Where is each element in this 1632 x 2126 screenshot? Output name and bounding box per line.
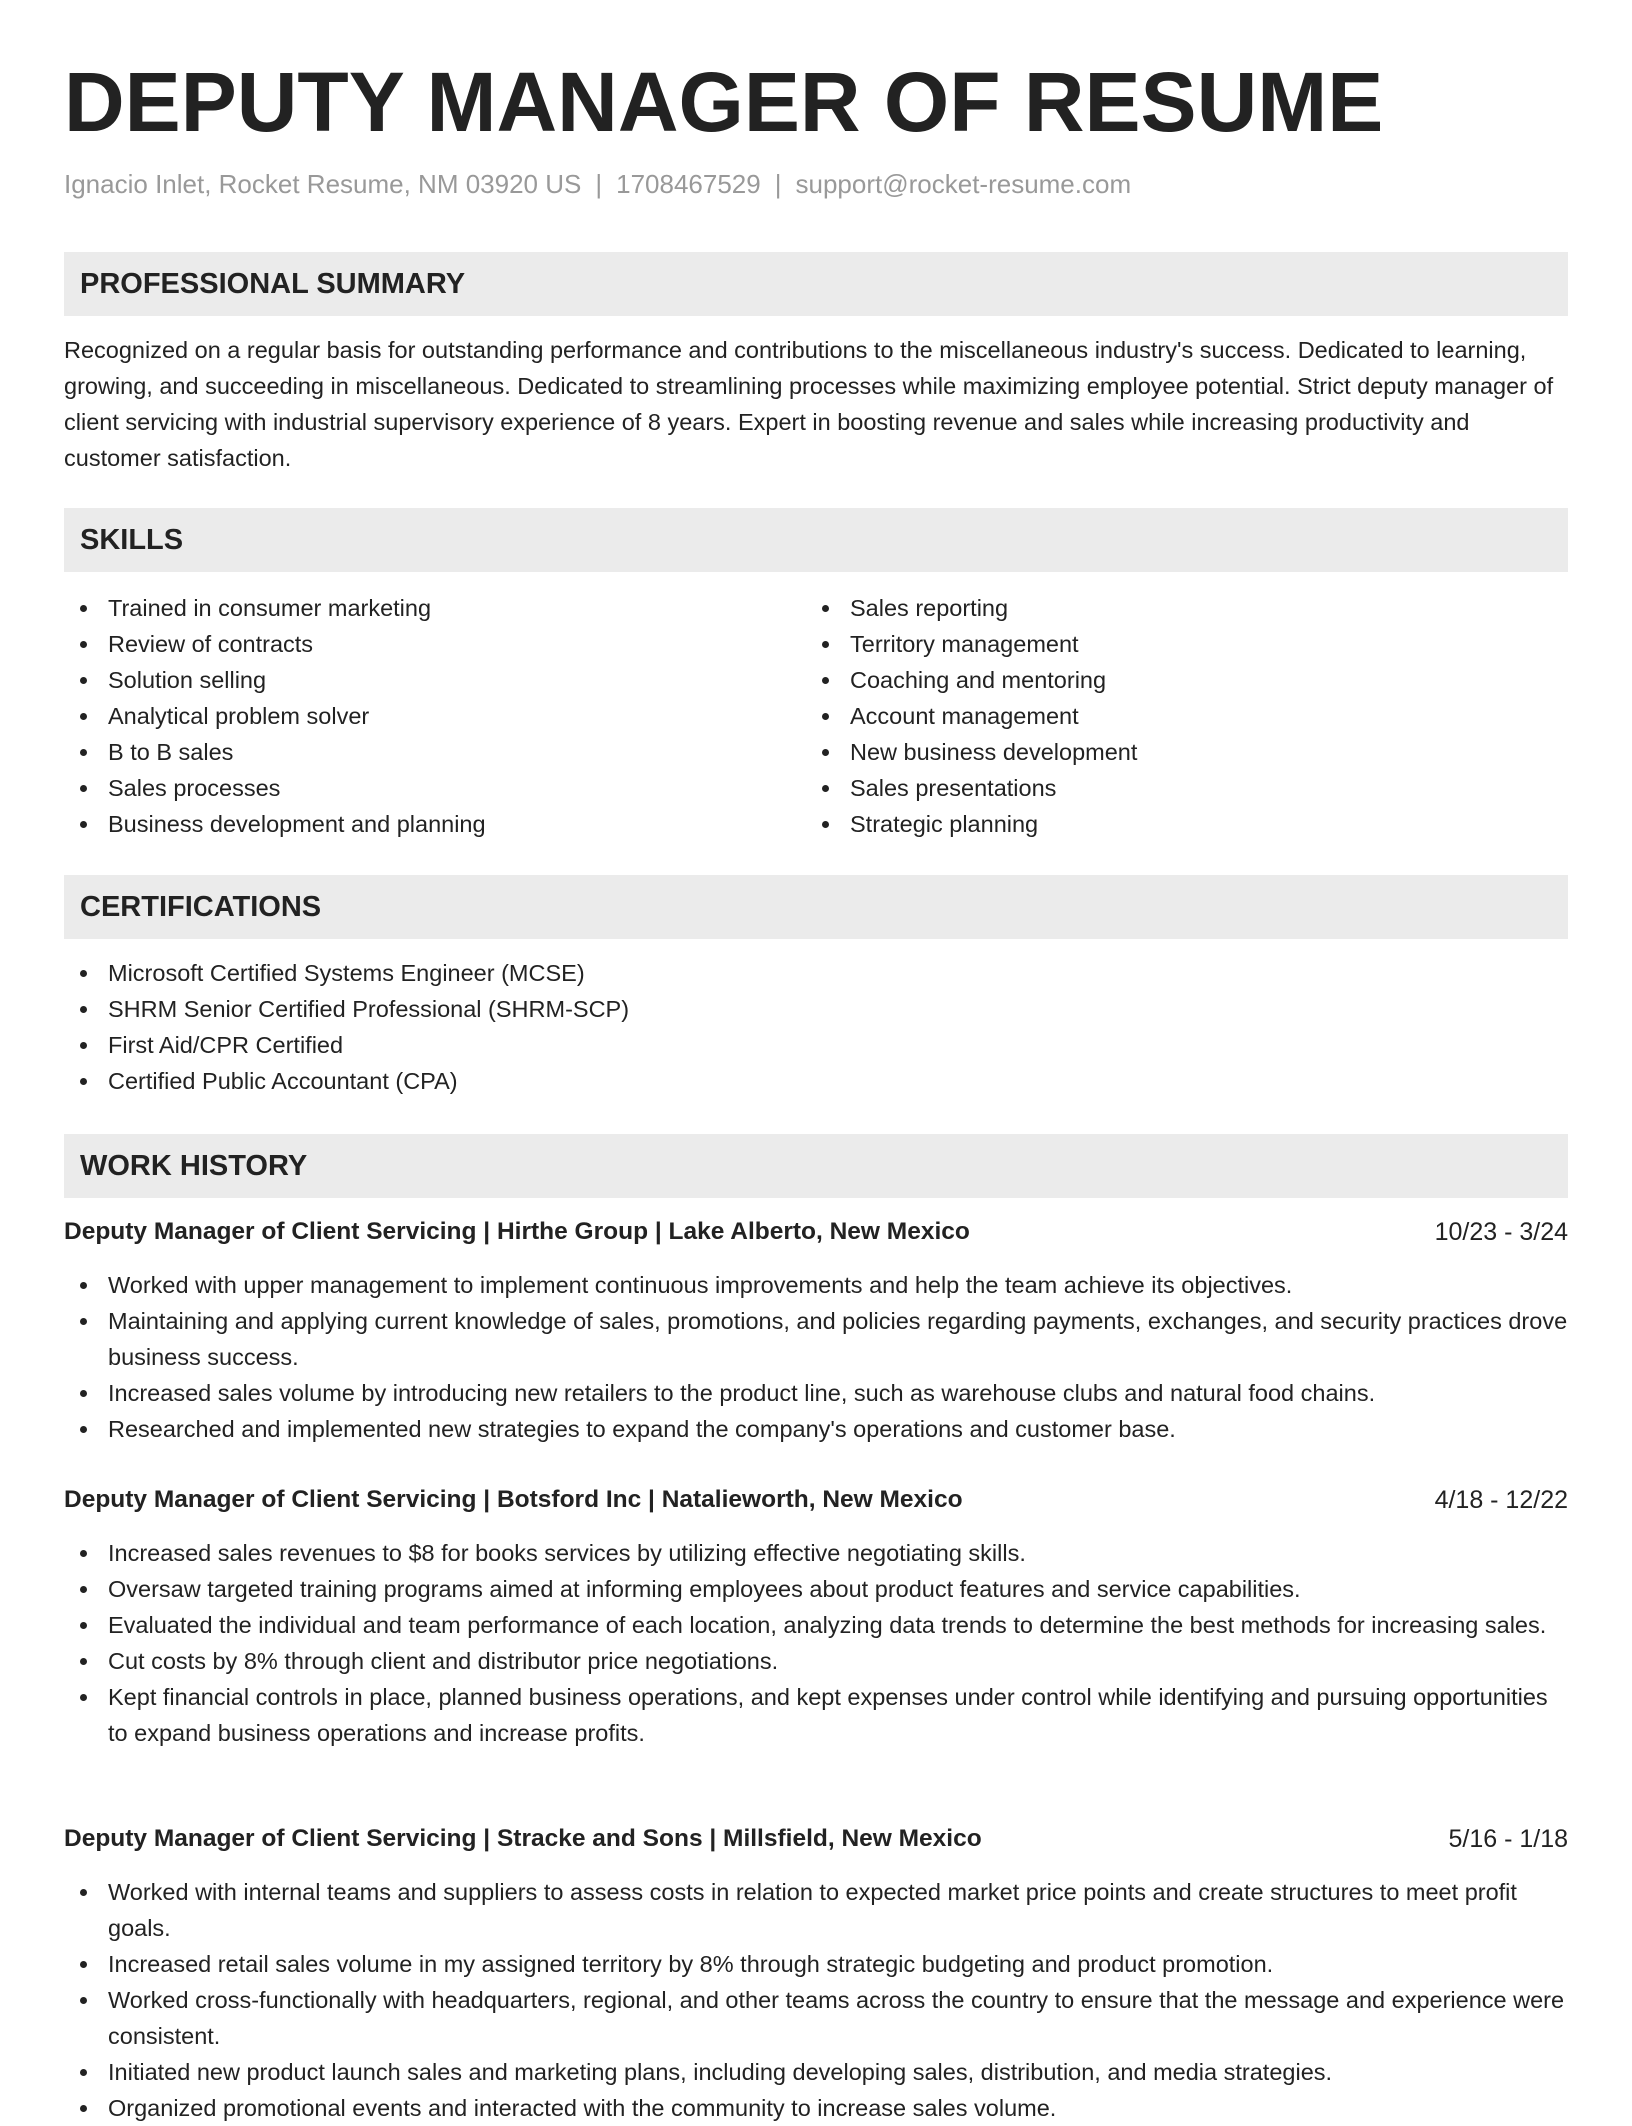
job-bullet: Initiated new product launch sales and marketing plans, including developing sales, distribution, and media strategies. (64, 2054, 1568, 2090)
skill-item: Analytical problem solver (64, 698, 804, 734)
skill-item: Territory management (806, 626, 1546, 662)
skills-list-left (64, 590, 804, 842)
resume-name: DEPUTY MANAGER OF RESUME (64, 55, 1384, 149)
job-bullet: Worked with upper management to implement continuous improvements and help the team achieve its objectives. (64, 1267, 1568, 1303)
job-bullets (64, 1874, 1568, 2126)
job-bullet: Evaluated the individual and team performance of each location, analyzing data trends to determine the best methods for increasing sales. (64, 1607, 1568, 1643)
job-title: Deputy Manager of Client Servicing | Stracke and Sons | Millsfield, New Mexico (64, 1825, 982, 1852)
job-bullet: Worked cross-functionally with headquarters, regional, and other teams across the country to ensure that the message and experience were consistent. (64, 1982, 1568, 2054)
certification-item: First Aid/CPR Certified (64, 1027, 1568, 1063)
skill-item: Solution selling (64, 662, 804, 698)
job-title: Deputy Manager of Client Servicing | Botsford Inc | Natalieworth, New Mexico (64, 1486, 963, 1513)
job-bullets (64, 1535, 1568, 1751)
job-dates: 4/18 - 12/22 (1434, 1486, 1568, 1514)
certification-item: Microsoft Certified Systems Engineer (MCSE) (64, 955, 1568, 991)
job-bullet: Maintaining and applying current knowledge of sales, promotions, and policies regarding payments, exchanges, and security practices drove business success. (64, 1303, 1568, 1375)
certification-item: SHRM Senior Certified Professional (SHRM-SCP) (64, 991, 1568, 1027)
job-bullet: Increased sales revenues to $8 for books services by utilizing effective negotiating skills. (64, 1535, 1568, 1571)
skill-item: Strategic planning (806, 806, 1546, 842)
skill-item: Sales reporting (806, 590, 1546, 626)
job-bullet: Researched and implemented new strategies to expand the company's operations and customer base. (64, 1411, 1568, 1447)
skill-item: Coaching and mentoring (806, 662, 1546, 698)
job-bullet: Organized promotional events and interacted with the community to increase sales volume. (64, 2090, 1568, 2126)
contact-address: Ignacio Inlet, Rocket Resume, NM 03920 US (64, 169, 582, 199)
skill-item: B to B sales (64, 734, 804, 770)
skill-item: Sales presentations (806, 770, 1546, 806)
summary-heading: PROFESSIONAL SUMMARY (64, 252, 1568, 316)
skill-item: Account management (806, 698, 1546, 734)
contact-separator: | (774, 169, 782, 199)
skills-list-right (806, 590, 1546, 842)
job-bullet: Worked with internal teams and suppliers to assess costs in relation to expected market price points and create structures to meet profit goals. (64, 1874, 1568, 1946)
job-dates: 10/23 - 3/24 (1434, 1218, 1568, 1246)
job-bullet: Increased retail sales volume in my assigned territory by 8% through strategic budgeting and product promotion. (64, 1946, 1568, 1982)
certifications-heading: CERTIFICATIONS (64, 875, 1568, 939)
summary-text: Recognized on a regular basis for outstanding performance and contributions to the miscellaneous industry's success. Dedicated to learning, growing, and succeeding in miscellaneous. Dedicated to streamlining processes while maximizing employee potential. Strict deputy manager of client servicing with industrial supervisory experience of 8 years. Expert in boosting revenue and sales while increasing productivity and customer satisfaction. (64, 337, 1554, 471)
skill-item: Business development and planning (64, 806, 804, 842)
contact-email: support@rocket-resume.com (795, 169, 1132, 199)
job-bullet: Kept financial controls in place, planned business operations, and kept expenses under control while identifying and pursuing opportunities to expand business operations and increase profits. (64, 1679, 1568, 1751)
skill-item: Sales processes (64, 770, 804, 806)
job-bullet: Oversaw targeted training programs aimed at informing employees about product features and service capabilities. (64, 1571, 1568, 1607)
job-bullets (64, 1267, 1568, 1447)
certification-item: Certified Public Accountant (CPA) (64, 1063, 1568, 1099)
work-history-heading: WORK HISTORY (64, 1134, 1568, 1198)
job-dates: 5/16 - 1/18 (1448, 1825, 1568, 1853)
certifications-list (64, 955, 1568, 1099)
job-title: Deputy Manager of Client Servicing | Hirthe Group | Lake Alberto, New Mexico (64, 1218, 970, 1245)
contact-line (64, 166, 1131, 202)
contact-separator: | (595, 169, 603, 199)
contact-phone: 1708467529 (616, 169, 761, 199)
skill-item: New business development (806, 734, 1546, 770)
skill-item: Trained in consumer marketing (64, 590, 804, 626)
skills-heading: SKILLS (64, 508, 1568, 572)
job-bullet: Increased sales volume by introducing new retailers to the product line, such as warehouse clubs and natural food chains. (64, 1375, 1568, 1411)
skill-item: Review of contracts (64, 626, 804, 662)
job-bullet: Cut costs by 8% through client and distributor price negotiations. (64, 1643, 1568, 1679)
